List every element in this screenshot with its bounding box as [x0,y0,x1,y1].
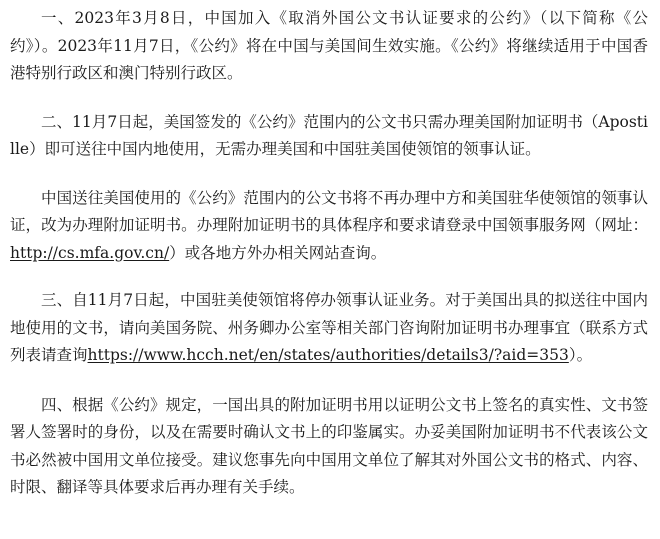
paragraph-text-before-link: 三、自11月7日起，中国驻美使领馆将停办领事认证业务。对于美国出具的拟送往中国内地使用的文书，请向美国务院、州务卿办公室等相关部门咨询附加证明书办理事宜（联系方式列表请查询 [10,291,648,364]
paragraph-convention-accession [10,5,648,88]
paragraph-text: 二、11月7日起，美国签发的《公约》范围内的公文书只需办理美国附加证明书（Apostille）即可送往中国内地使用，无需办理美国和中国驻美国使领馆的领事认证。 [10,112,648,158]
paragraph-us-apostille [10,109,648,164]
hcch-authorities-link[interactable]: https://www.hcch.net/en/states/authorities/details3/?aid=353 [87,346,569,364]
paragraph-text-before-link: 中国送往美国使用的《公约》范围内的公文书将不再办理中方和美国驻华使领馆的领事认证，改为办理附加证明书。办理附加证明书的具体程序和要求请登录中国领事服务网（网址： [10,188,648,234]
paragraph-text-after-link: ）。 [568,346,593,364]
paragraph-text: 四、根据《公约》规定，一国出具的附加证明书用以证明公文书上签名的真实性、文书签署人签署时的身份，以及在需要时确认文书上的印鉴属实。办妥美国附加证明书不代表该公文书必然被中国用文单位接受。建议您事先向中国用文单位了解其对外国公文书的格式、内容、时限、翻译等具体要求后再办理有关手续。 [10,395,648,496]
paragraph-apostille-scope [10,392,648,502]
consular-service-link[interactable]: http://cs.mfa.gov.cn/ [10,243,170,262]
paragraph-text-after-link: ）或各地方外办相关网站查询。 [169,243,387,262]
paragraph-consulate-suspension [10,287,648,370]
paragraph-china-to-us [10,185,648,268]
paragraph-text: 一、2023年3月8日，中国加入《取消外国公文书认证要求的公约》（以下简称《公约》）。2023年11月7日，《公约》将在中国与美国间生效实施。《公约》将继续适用于中国香港特别行政区和澳门特别行政区。 [10,9,648,82]
